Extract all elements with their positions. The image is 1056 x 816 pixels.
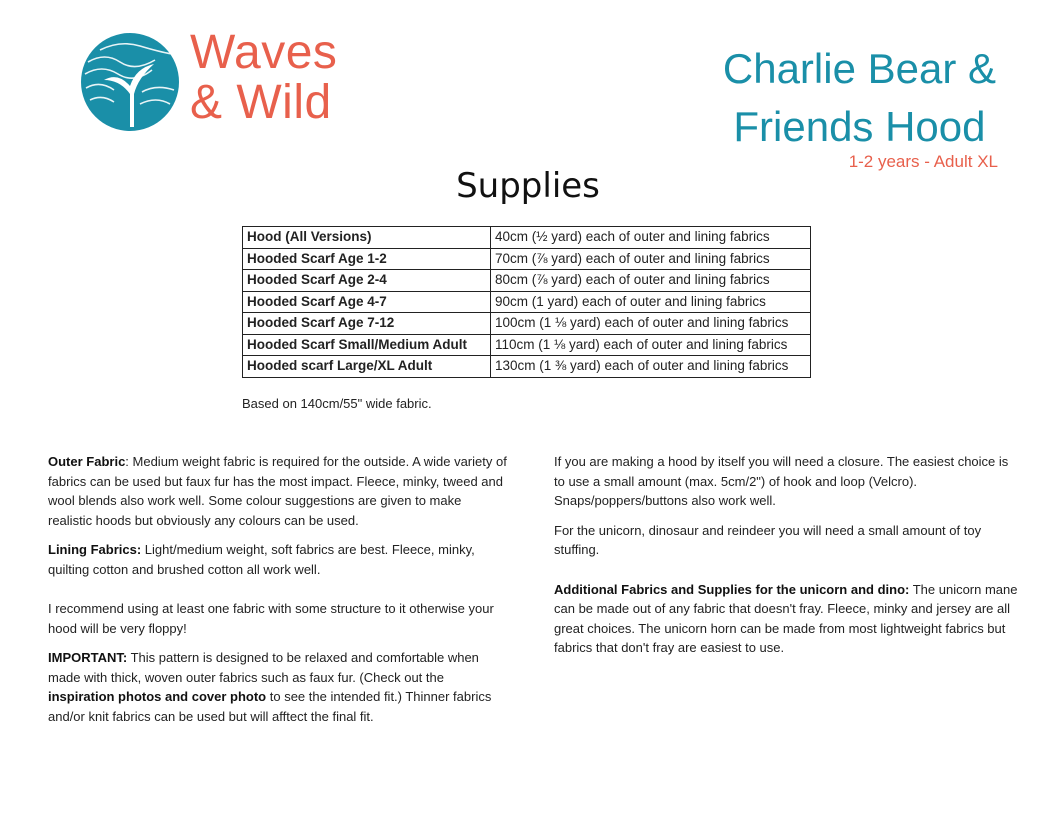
table-cell-amount: 80cm (⅞ yard) each of outer and lining fabrics (491, 270, 811, 292)
table-row (243, 356, 811, 378)
table-cell-item: Hooded scarf Large/XL Adult (243, 356, 491, 378)
table-row (243, 270, 811, 292)
important-label: IMPORTANT: (48, 650, 128, 665)
brand-line-1: Waves (190, 26, 338, 79)
additional-supplies-paragraph (554, 580, 1020, 658)
table-cell-item: Hooded Scarf Age 7-12 (243, 313, 491, 335)
outer-fabric-paragraph (48, 452, 508, 530)
lining-fabric-paragraph (48, 540, 508, 579)
table-row (243, 313, 811, 335)
table-cell-item: Hooded Scarf Age 1-2 (243, 248, 491, 270)
inspiration-photos-link: inspiration photos and cover photo (48, 689, 267, 704)
outer-fabric-label: Outer Fabric (48, 454, 126, 469)
right-column (554, 452, 1020, 668)
size-range: 1-2 years - Adult XL (848, 152, 998, 171)
important-text-1: This pattern is designed to be relaxed and comfortable when made with thick, woven outer fabrics such as faux fur. (Check out the (48, 650, 479, 685)
pattern-title-line-2: Friends Hood (733, 103, 986, 150)
recommend-paragraph: I recommend using at least one fabric with some structure to it otherwise your hood will be very floppy! (48, 601, 494, 636)
supplies-table (242, 226, 811, 378)
table-row (243, 334, 811, 356)
outer-fabric-text: : Medium weight fabric is required for the outside. A wide variety of fabrics can be used but faux fur has the most impact. Fleece, minky, tweed and wool blends also work well. Some colour suggestions are given to make realistic hoods but obviously any colours can be used. (48, 454, 507, 528)
important-text-2: to see the intended fit.) Thinner fabrics and/or knit fabrics can be used but will afftect the final fit. (48, 689, 492, 724)
pattern-title (723, 40, 996, 156)
table-cell-amount: 110cm (1 ⅛ yard) each of outer and lining fabrics (491, 334, 811, 356)
brand-name (190, 28, 337, 128)
table-cell-item: Hooded Scarf Small/Medium Adult (243, 334, 491, 356)
fabric-width-note: Based on 140cm/55" wide fabric. (242, 396, 432, 411)
table-cell-item: Hood (All Versions) (243, 227, 491, 249)
table-cell-item: Hooded Scarf Age 4-7 (243, 291, 491, 313)
pattern-title-line-1: Charlie Bear & (722, 45, 996, 92)
wave-tail-circle-logo-icon (80, 32, 180, 132)
page-title: Supplies (456, 166, 600, 206)
table-cell-amount: 40cm (½ yard) each of outer and lining fabrics (491, 227, 811, 249)
table-cell-amount: 70cm (⅞ yard) each of outer and lining fabrics (491, 248, 811, 270)
closure-paragraph: If you are making a hood by itself you will need a closure. The easiest choice is to use a small amount (max. 5cm/2") of hook and loop (Velcro). Snaps/poppers/buttons also work well. (554, 454, 1009, 508)
stuffing-paragraph: For the unicorn, dinosaur and reindeer you will need a small amount of toy stuffing. (554, 522, 982, 557)
table-row (243, 248, 811, 270)
left-column (48, 452, 508, 736)
lining-fabric-label: Lining Fabrics: (48, 542, 142, 557)
table-cell-item: Hooded Scarf Age 2-4 (243, 270, 491, 292)
table-row (243, 227, 811, 249)
brand-line-2: & Wild (190, 76, 332, 129)
table-cell-amount: 90cm (1 yard) each of outer and lining fabrics (491, 291, 811, 313)
table-cell-amount: 100cm (1 ⅛ yard) each of outer and lining fabrics (491, 313, 811, 335)
table-cell-amount: 130cm (1 ⅜ yard) each of outer and lining fabrics (491, 356, 811, 378)
additional-supplies-label: Additional Fabrics and Supplies for the unicorn and dino: (554, 581, 910, 597)
additional-supplies-text: The unicorn mane can be made out of any fabric that doesn't fray. Fleece, minky and jersey are all great choices. The unicorn horn can be made from most lightweight fabrics but fabrics that don't fray are easiest to use. (554, 581, 1018, 655)
important-paragraph (48, 648, 508, 726)
table-row (243, 291, 811, 313)
lining-fabric-text: Light/medium weight, soft fabrics are best. Fleece, minky, quilting cotton and brushed cotton all work well. (48, 542, 475, 577)
